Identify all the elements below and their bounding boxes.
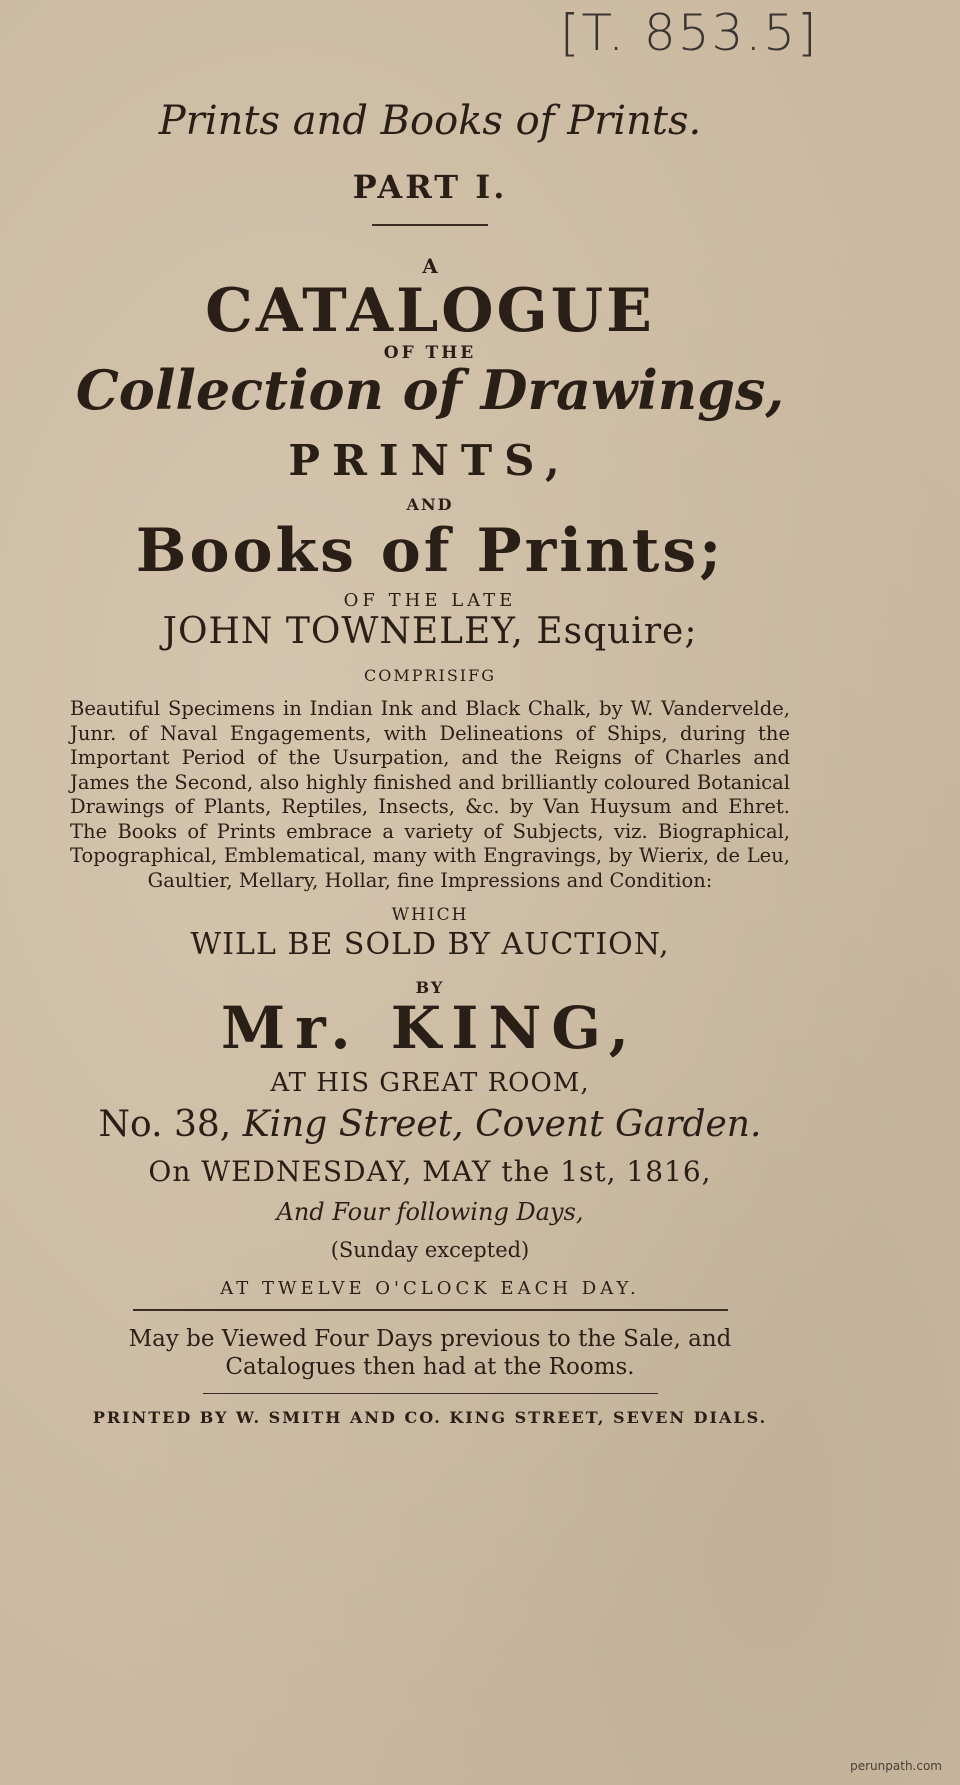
shelfmark: [T. 853.5] xyxy=(560,4,819,62)
source-credit: perunpath.com xyxy=(850,1759,942,1773)
great-room: AT HIS GREAT ROOM, xyxy=(270,1068,590,1099)
article: A xyxy=(422,254,438,278)
of-the: OF THE xyxy=(383,343,477,363)
of-the-late: OF THE LATE xyxy=(343,590,517,612)
address-street: King Street, Covent Garden. xyxy=(242,1104,762,1146)
books-of-prints-title: Books of Prints; xyxy=(135,516,725,587)
owner-name: JOHN TOWNELEY, Esquire; xyxy=(162,611,698,653)
following-days: And Four following Days, xyxy=(276,1198,584,1227)
sale-date: On WEDNESDAY, MAY the 1st, 1816, xyxy=(148,1155,712,1189)
contents-description: Beautiful Specimens in Indian Ink and Black Chalk, by W. Vandervelde, Junr. of Naval Engagements, with Delineations of Ships, during the Important Period of the Usurpation, and the Reigns of Charles and James the Second, also highly finished and brilliantly coloured Botanical Drawings of Plants, Reptiles, Insects, &c. by Van Huysum and Ehret. The Books of Prints embrace a variety of Subjects, viz. Biographical, Topographical, Emblematical, many with Engravings, by Wierix, de Leu, Gaultier, Mellary, Hollar, fine Impressions and Condition: xyxy=(70,697,790,892)
auctioneer-name: Mr. KING, xyxy=(220,994,640,1063)
sunday-excepted: (Sunday excepted) xyxy=(330,1238,530,1263)
running-heading: Prints and Books of Prints. xyxy=(158,98,702,144)
divider-rule-long xyxy=(133,1309,728,1311)
part-label: PART I. xyxy=(352,168,508,206)
viewing-notice: May be Viewed Four Days previous to the Sale, and Catalogues then had at the Rooms. xyxy=(128,1326,732,1381)
catalogue-title: CATALOGUE xyxy=(205,276,655,346)
and-label: AND xyxy=(406,495,454,515)
auction-line: WILL BE SOLD BY AUCTION, xyxy=(190,927,670,963)
comprising-label: COMPRISIFG xyxy=(363,666,497,686)
address xyxy=(70,1104,790,1145)
which-label: WHICH xyxy=(391,905,469,926)
sale-time: AT TWELVE O'CLOCK EACH DAY. xyxy=(220,1278,640,1300)
address-number: No. 38, xyxy=(98,1104,232,1146)
title-page-column xyxy=(70,98,790,1427)
by-label: BY xyxy=(415,978,445,998)
divider-rule-mid xyxy=(203,1393,658,1394)
prints-title: PRINTS, xyxy=(288,436,572,486)
collection-title: Collection of Drawings, xyxy=(75,358,785,422)
divider-rule xyxy=(372,224,488,226)
printer-imprint: PRINTED BY W. SMITH AND CO. KING STREET, SEVEN DIALS. xyxy=(92,1408,768,1428)
